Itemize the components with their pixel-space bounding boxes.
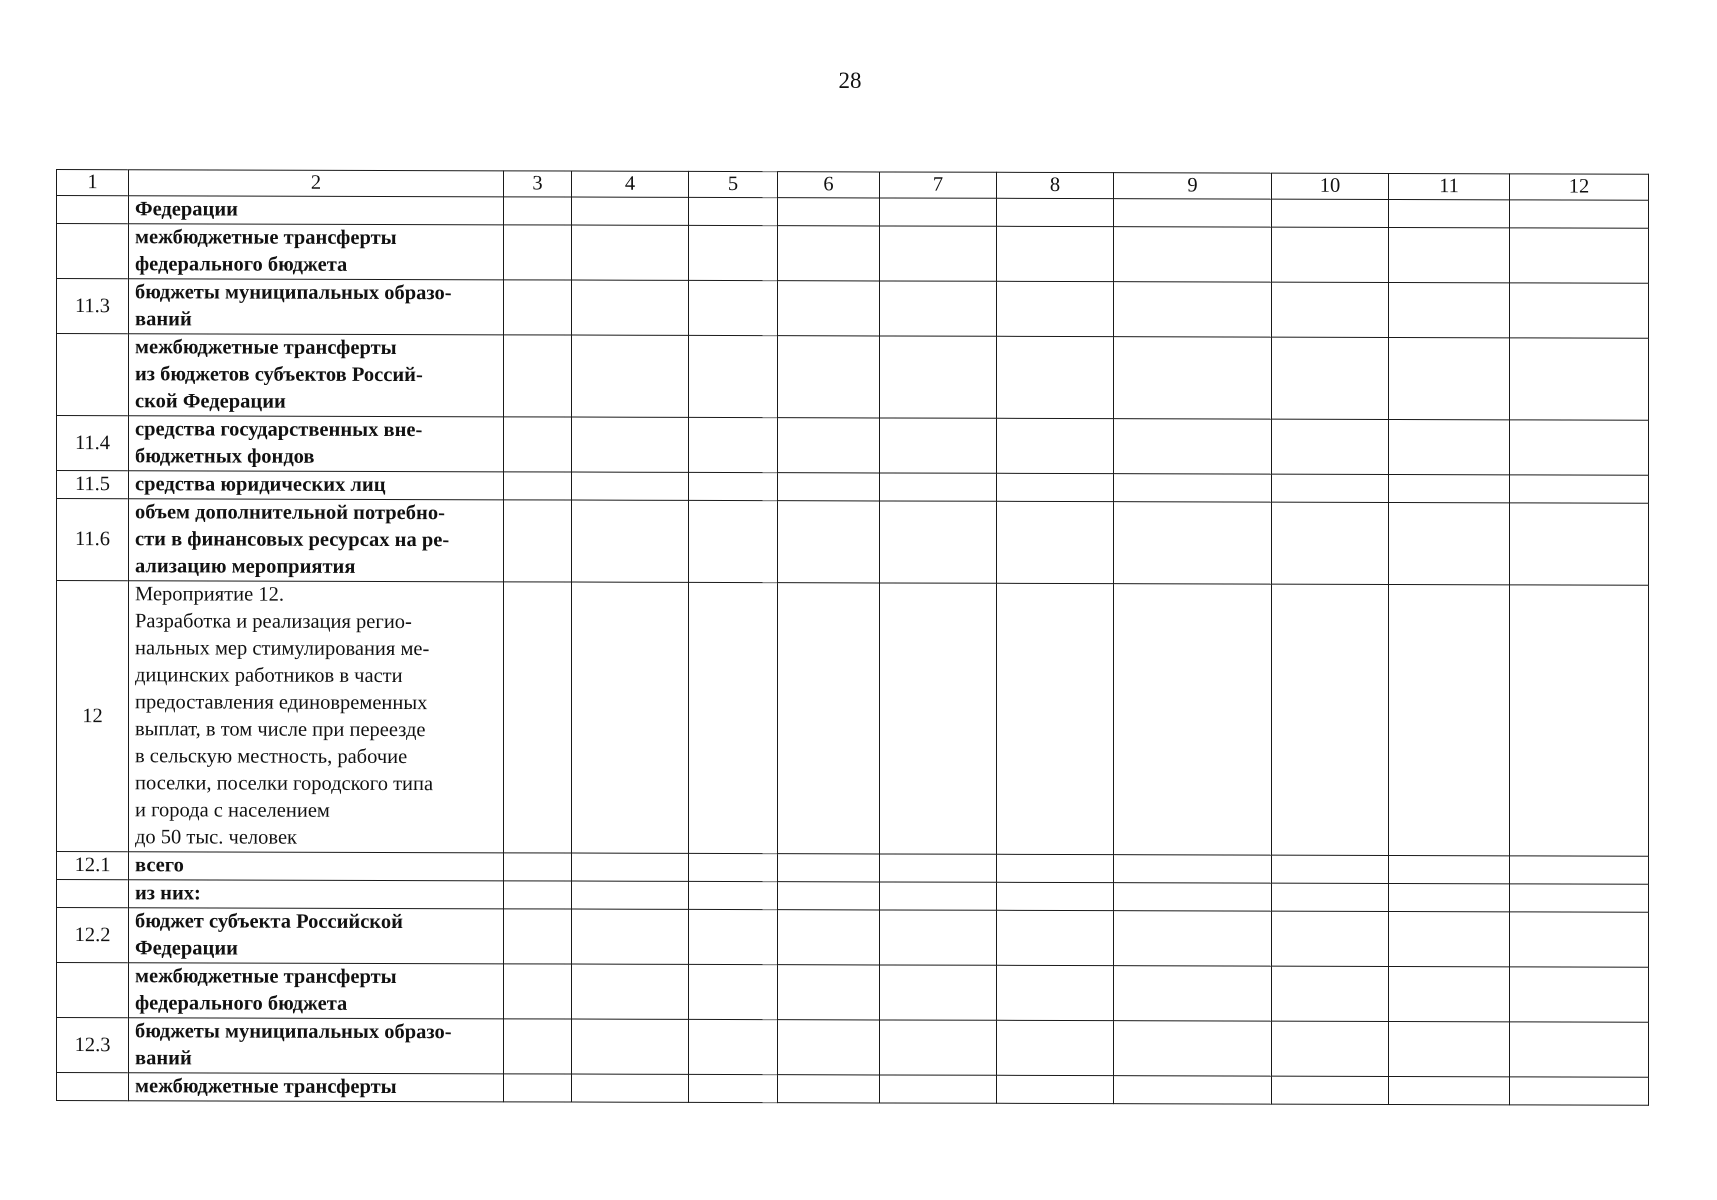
row-number: 11.6 [57, 499, 129, 581]
value-cell [1389, 199, 1510, 227]
value-cell [1114, 502, 1272, 584]
value-cell [1114, 227, 1272, 282]
value-cell [572, 197, 689, 225]
value-cell [778, 281, 880, 336]
value-cell [1510, 420, 1649, 475]
description-line: сти в финансовых ресурсах на ре- [135, 528, 450, 552]
value-cell [504, 1074, 572, 1102]
row-number [57, 224, 129, 279]
value-cell [1510, 200, 1649, 228]
table-row [57, 471, 1649, 504]
description-line: предоставления единовременных [135, 691, 428, 715]
value-cell [997, 882, 1114, 910]
value-cell [997, 226, 1114, 281]
value-cell [689, 197, 778, 225]
description-line: Федерации [135, 198, 238, 221]
value-cell [880, 1075, 997, 1103]
value-cell [880, 473, 997, 501]
value-cell [880, 965, 997, 1020]
row-number: 12.2 [57, 908, 129, 963]
value-cell [1389, 282, 1510, 337]
value-cell [1272, 1076, 1389, 1104]
value-cell [1114, 911, 1272, 966]
row-number [57, 963, 129, 1018]
value-cell [1510, 283, 1649, 338]
row-number: 11.4 [57, 416, 129, 471]
value-cell [1389, 502, 1510, 584]
value-cell [997, 281, 1114, 336]
description-line: в сельскую местность, рабочие [135, 745, 408, 769]
value-cell [880, 336, 997, 418]
row-description [129, 279, 504, 335]
description-line: федерального бюджета [135, 253, 348, 276]
value-cell [1510, 585, 1649, 856]
row-number [57, 1073, 129, 1101]
value-cell [1510, 228, 1649, 283]
value-cell [1389, 227, 1510, 282]
row-description [129, 880, 504, 909]
value-cell [778, 418, 880, 473]
column-header: 9 [1114, 173, 1272, 199]
description-line: ализацию мероприятия [135, 555, 356, 578]
value-cell [778, 1020, 880, 1075]
column-header: 7 [880, 172, 997, 198]
value-cell [689, 225, 778, 280]
value-cell [880, 226, 997, 281]
value-cell [997, 583, 1114, 854]
column-header: 10 [1272, 173, 1389, 199]
value-cell [1114, 199, 1272, 227]
value-cell [572, 1074, 689, 1102]
value-cell [572, 417, 689, 472]
value-cell [689, 853, 778, 881]
value-cell [504, 1019, 572, 1074]
value-cell [997, 418, 1114, 473]
table-row [57, 1073, 1649, 1106]
value-cell [572, 853, 689, 881]
description-line: поселки, поселки городского типа [135, 772, 434, 796]
value-cell [997, 336, 1114, 418]
column-header: 2 [129, 170, 504, 197]
value-cell [1510, 856, 1649, 884]
value-cell [1272, 911, 1389, 966]
description-line: межбюджетные трансферты [135, 226, 397, 250]
value-cell [572, 909, 689, 964]
row-description [129, 416, 504, 472]
row-number [57, 196, 129, 224]
value-cell [689, 472, 778, 500]
value-cell [504, 335, 572, 417]
description-line: Мероприятие 12. [135, 583, 284, 606]
value-cell [1389, 911, 1510, 966]
row-description [129, 499, 504, 582]
description-line: всего [135, 854, 184, 877]
value-cell [997, 198, 1114, 226]
value-cell [504, 197, 572, 225]
column-header: 3 [504, 171, 572, 197]
description-line: бюджеты муниципальных образо- [135, 1020, 452, 1044]
row-number: 12.3 [57, 1018, 129, 1073]
value-cell [1389, 474, 1510, 502]
value-cell [572, 964, 689, 1019]
value-cell [1272, 1021, 1389, 1076]
value-cell [1510, 1022, 1649, 1077]
value-cell [778, 965, 880, 1020]
value-cell [1510, 967, 1649, 1022]
value-cell [997, 501, 1114, 583]
row-description [129, 471, 504, 500]
value-cell [997, 854, 1114, 882]
value-cell [504, 500, 572, 582]
value-cell [1389, 337, 1510, 419]
description-line: межбюджетные трансферты [135, 336, 397, 360]
value-cell [1272, 966, 1389, 1021]
value-cell [689, 582, 778, 853]
value-cell [504, 582, 572, 853]
row-description [129, 1073, 504, 1102]
value-cell [504, 280, 572, 335]
column-header: 4 [572, 171, 689, 197]
description-line: Федерации [135, 937, 238, 960]
value-cell [1114, 474, 1272, 502]
value-cell [504, 881, 572, 909]
value-cell [880, 910, 997, 965]
row-description [129, 963, 504, 1019]
value-cell [1272, 474, 1389, 502]
table-row [57, 1018, 1649, 1078]
value-cell [1272, 337, 1389, 419]
value-cell [1510, 884, 1649, 912]
value-cell [504, 472, 572, 500]
value-cell [997, 910, 1114, 965]
table-row [57, 581, 1649, 857]
value-cell [1389, 855, 1510, 883]
column-header: 1 [57, 170, 129, 196]
value-cell [997, 1075, 1114, 1103]
row-description [129, 196, 504, 225]
value-cell [778, 336, 880, 418]
value-cell [1272, 227, 1389, 282]
value-cell [572, 225, 689, 280]
row-description [129, 908, 504, 964]
description-line: выплат, в том числе при переезде [135, 718, 426, 742]
value-cell [1114, 855, 1272, 883]
value-cell [880, 281, 997, 336]
value-cell [572, 582, 689, 853]
value-cell [1389, 966, 1510, 1021]
value-cell [1114, 1021, 1272, 1076]
value-cell [504, 909, 572, 964]
row-number: 11.3 [57, 279, 129, 334]
row-number: 12.1 [57, 852, 129, 880]
value-cell [1510, 503, 1649, 585]
column-header: 5 [689, 171, 778, 197]
value-cell [572, 500, 689, 582]
row-number: 11.5 [57, 471, 129, 499]
value-cell [997, 1020, 1114, 1075]
table-row [57, 963, 1649, 1023]
value-cell [504, 853, 572, 881]
description-line: ваний [135, 308, 192, 331]
description-line: бюджетных фондов [135, 445, 315, 468]
value-cell [880, 418, 997, 473]
value-cell [778, 583, 880, 854]
value-cell [689, 417, 778, 472]
table-row [57, 334, 1649, 421]
value-cell [1389, 1076, 1510, 1104]
value-cell [572, 335, 689, 417]
value-cell [1272, 419, 1389, 474]
row-description [129, 224, 504, 280]
value-cell [997, 473, 1114, 501]
row-number [57, 880, 129, 908]
value-cell [1389, 419, 1510, 474]
value-cell [778, 910, 880, 965]
description-line: бюджет субъекта Российской [135, 910, 403, 934]
value-cell [504, 225, 572, 280]
value-cell [689, 881, 778, 909]
value-cell [504, 417, 572, 472]
value-cell [572, 881, 689, 909]
value-cell [778, 854, 880, 882]
data-table [56, 169, 1649, 1106]
value-cell [1114, 337, 1272, 419]
value-cell [778, 501, 880, 583]
value-cell [880, 198, 997, 226]
row-description [129, 1018, 504, 1074]
row-number [57, 334, 129, 416]
value-cell [880, 882, 997, 910]
description-line: объем дополнительной потребно- [135, 501, 445, 525]
value-cell [689, 964, 778, 1019]
value-cell [1389, 1021, 1510, 1076]
description-line: ваний [135, 1047, 192, 1070]
description-line: межбюджетные трансферты [135, 965, 397, 989]
table-row [57, 499, 1649, 586]
column-header: 6 [778, 172, 880, 198]
value-cell [1114, 966, 1272, 1021]
description-line: федерального бюджета [135, 992, 348, 1015]
value-cell [778, 882, 880, 910]
value-cell [778, 226, 880, 281]
row-description [129, 334, 504, 417]
value-cell [880, 501, 997, 583]
description-line: из бюджетов субъектов Россий- [135, 363, 423, 387]
value-cell [1272, 584, 1389, 855]
value-cell [689, 1019, 778, 1074]
description-line: и города с населением [135, 799, 330, 822]
value-cell [689, 280, 778, 335]
table-row [57, 416, 1649, 476]
value-cell [778, 198, 880, 226]
table-row [57, 279, 1649, 339]
value-cell [1510, 338, 1649, 420]
value-cell [572, 280, 689, 335]
description-line: Разработка и реализация регио- [135, 610, 412, 634]
description-line: средства юридических лиц [135, 473, 386, 496]
value-cell [689, 909, 778, 964]
row-number: 12 [57, 581, 129, 852]
table-row [57, 908, 1649, 968]
description-line: средства государственных вне- [135, 418, 423, 442]
value-cell [1114, 1076, 1272, 1104]
value-cell [1510, 912, 1649, 967]
value-cell [880, 854, 997, 882]
value-cell [1272, 199, 1389, 227]
value-cell [1389, 883, 1510, 911]
value-cell [1114, 883, 1272, 911]
value-cell [689, 335, 778, 417]
row-description [129, 581, 504, 853]
description-line: бюджеты муниципальных образо- [135, 281, 452, 305]
description-line: межбюджетные трансферты [135, 1075, 397, 1099]
value-cell [1272, 282, 1389, 337]
description-line: нальных мер стимулирования ме- [135, 637, 430, 661]
value-cell [1272, 855, 1389, 883]
value-cell [572, 472, 689, 500]
value-cell [1114, 584, 1272, 855]
value-cell [1272, 502, 1389, 584]
value-cell [778, 1075, 880, 1103]
value-cell [880, 1020, 997, 1075]
value-cell [689, 500, 778, 582]
value-cell [997, 965, 1114, 1020]
row-description [129, 852, 504, 881]
value-cell [504, 964, 572, 1019]
value-cell [1389, 584, 1510, 855]
description-line: ской Федерации [135, 390, 286, 413]
description-line: до 50 тыс. человек [135, 826, 298, 849]
value-cell [1272, 883, 1389, 911]
value-cell [1114, 419, 1272, 474]
column-header: 11 [1389, 173, 1510, 199]
value-cell [880, 583, 997, 854]
column-header: 8 [997, 172, 1114, 198]
value-cell [1510, 1077, 1649, 1105]
description-line: из них: [135, 882, 201, 905]
description-line: дицинских работников в части [135, 664, 403, 688]
value-cell [1510, 475, 1649, 503]
value-cell [778, 473, 880, 501]
table-row [57, 224, 1649, 284]
column-header: 12 [1510, 174, 1649, 200]
table-body [57, 170, 1649, 1106]
value-cell [572, 1019, 689, 1074]
page-number: 28 [838, 68, 862, 93]
value-cell [1114, 282, 1272, 337]
value-cell [689, 1074, 778, 1102]
